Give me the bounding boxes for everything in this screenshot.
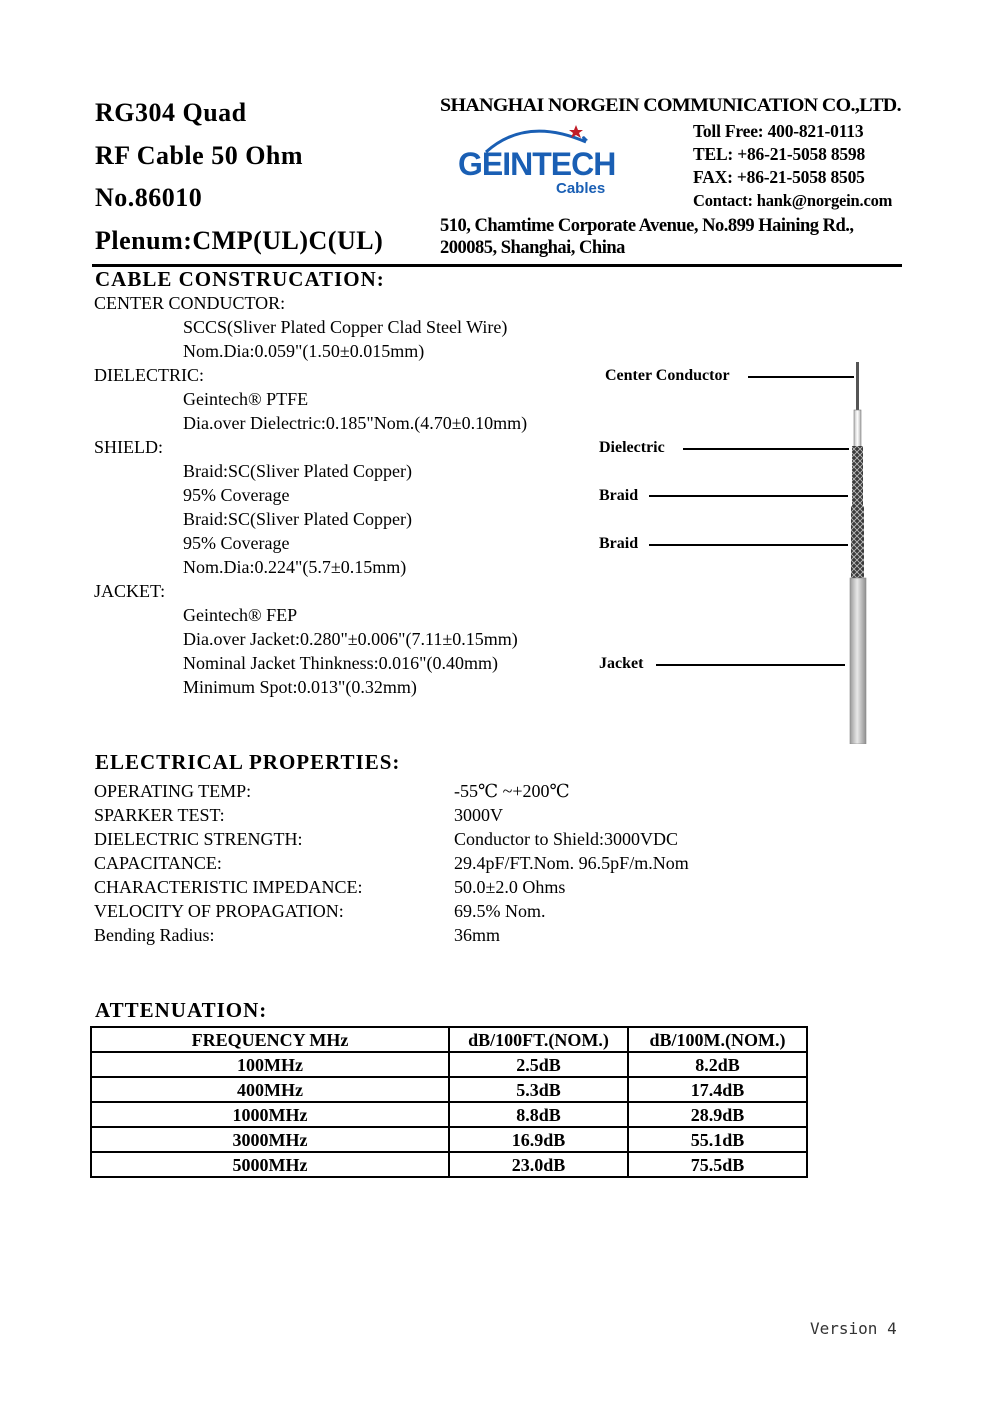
- product-subtitle: RF Cable 50 Ohm: [95, 141, 304, 170]
- property-name: DIELECTRIC STRENGTH:: [94, 829, 303, 849]
- jacket-diameter: Dia.over Jacket:0.280"±0.006"(7.11±0.15mm): [183, 629, 518, 649]
- leader-line-braid-1: [649, 495, 848, 497]
- table-row: [91, 1052, 807, 1077]
- column-header-db-per-100ft: dB/100FT.(NOM.): [449, 1027, 628, 1052]
- dielectric-label: DIELECTRIC:: [94, 365, 204, 385]
- column-header-db-per-100m: dB/100M.(NOM.): [628, 1027, 807, 1052]
- leader-line-jacket: [656, 664, 845, 666]
- property-value: Conductor to Shield:3000VDC: [454, 829, 678, 849]
- db-per-100ft-cell: 16.9dB: [449, 1127, 628, 1152]
- shield-coverage-1: 95% Coverage: [183, 485, 290, 505]
- db-per-100m-cell: 17.4dB: [628, 1077, 807, 1102]
- logo-wordmark: GEINTECH: [458, 146, 616, 182]
- frequency-cell: 100MHz: [91, 1052, 449, 1077]
- diagram-label-center-conductor: Center Conductor: [605, 367, 730, 384]
- property-name: CAPACITANCE:: [94, 853, 222, 873]
- address-line-1: 510, Chamtime Corporate Avenue, No.899 Haining Rd.,: [440, 216, 854, 236]
- db-per-100ft-cell: 2.5dB: [449, 1052, 628, 1077]
- db-per-100m-cell: 75.5dB: [628, 1152, 807, 1177]
- frequency-cell: 400MHz: [91, 1077, 449, 1102]
- property-name: Bending Radius:: [94, 925, 215, 945]
- frequency-cell: 5000MHz: [91, 1152, 449, 1177]
- attenuation-heading: ATTENUATION:: [95, 998, 268, 1022]
- geintech-logo: [456, 122, 626, 202]
- logo-subtext: Cables: [556, 180, 606, 197]
- shield-braid-2: Braid:SC(Sliver Plated Copper): [183, 509, 412, 529]
- plenum-rating: Plenum:CMP(UL)C(UL): [95, 226, 384, 255]
- table-row: [91, 1077, 807, 1102]
- property-value: 29.4pF/FT.Nom. 96.5pF/m.Nom: [454, 853, 689, 873]
- dielectric-diameter: Dia.over Dielectric:0.185"Nom.(4.70±0.10mm): [183, 413, 528, 433]
- center-conductor-material: SCCS(Sliver Plated Copper Clad Steel Wire): [183, 317, 508, 337]
- construction-heading: CABLE CONSTRUCATION:: [95, 267, 385, 291]
- diagram-label-braid-2: Braid: [599, 535, 639, 552]
- jacket-label: JACKET:: [94, 581, 166, 601]
- diagram-label-braid-1: Braid: [599, 487, 639, 504]
- table-row: [91, 1102, 807, 1127]
- table-row: [91, 1127, 807, 1152]
- shield-braid-1: Braid:SC(Sliver Plated Copper): [183, 461, 412, 481]
- version-label: Version 4: [810, 1319, 897, 1338]
- dielectric-material: Geintech® PTFE: [183, 389, 309, 409]
- jacket-thickness: Nominal Jacket Thinkness:0.016"(0.40mm): [183, 653, 498, 673]
- leader-line-dielectric: [683, 448, 849, 450]
- leader-line-braid-2: [649, 544, 848, 546]
- property-value: 69.5% Nom.: [454, 901, 546, 921]
- db-per-100ft-cell: 5.3dB: [449, 1077, 628, 1102]
- shield-label: SHIELD:: [94, 437, 163, 457]
- property-name: SPARKER TEST:: [94, 805, 225, 825]
- electrical-heading: ELECTRICAL PROPERTIES:: [95, 750, 401, 774]
- toll-free-number: Toll Free: 400-821-0113: [693, 121, 864, 141]
- frequency-cell: 1000MHz: [91, 1102, 449, 1127]
- attenuation-table: [90, 1026, 808, 1178]
- property-name: CHARACTERISTIC IMPEDANCE:: [94, 877, 363, 897]
- jacket-minimum-spot: Minimum Spot:0.013"(0.32mm): [183, 677, 417, 697]
- property-value: 50.0±2.0 Ohms: [454, 877, 566, 897]
- column-header-frequency: FREQUENCY MHz: [91, 1027, 449, 1052]
- property-name: VELOCITY OF PROPAGATION:: [94, 901, 344, 921]
- telephone-number: TEL: +86-21-5058 8598: [693, 144, 866, 164]
- leader-line-center-conductor: [748, 376, 854, 378]
- property-value: 3000V: [454, 805, 503, 825]
- frequency-cell: 3000MHz: [91, 1127, 449, 1152]
- diagram-label-jacket: Jacket: [599, 655, 644, 672]
- contact-email: Contact: hank@norgein.com: [693, 191, 893, 210]
- table-header-row: [91, 1027, 807, 1052]
- center-conductor-diameter: Nom.Dia:0.059"(1.50±0.015mm): [183, 341, 425, 361]
- property-value: 36mm: [454, 925, 501, 945]
- diagram-label-dielectric: Dielectric: [599, 439, 665, 456]
- address-line-2: 200085, Shanghai, China: [440, 238, 625, 258]
- db-per-100ft-cell: 23.0dB: [449, 1152, 628, 1177]
- company-name: SHANGHAI NORGEIN COMMUNICATION CO.,LTD.: [440, 95, 901, 116]
- property-name: OPERATING TEMP:: [94, 781, 252, 801]
- cable-cross-section-illustration: [845, 362, 871, 744]
- product-title: RG304 Quad: [95, 98, 247, 127]
- fax-number: FAX: +86-21-5058 8505: [693, 167, 865, 187]
- property-value: -55℃ ~+200℃: [454, 781, 570, 801]
- shield-diameter: Nom.Dia:0.224"(5.7±0.15mm): [183, 557, 407, 577]
- product-number: No.86010: [95, 183, 203, 212]
- db-per-100m-cell: 8.2dB: [628, 1052, 807, 1077]
- jacket-material: Geintech® FEP: [183, 605, 298, 625]
- shield-coverage-2: 95% Coverage: [183, 533, 290, 553]
- db-per-100m-cell: 28.9dB: [628, 1102, 807, 1127]
- db-per-100m-cell: 55.1dB: [628, 1127, 807, 1152]
- table-row: [91, 1152, 807, 1177]
- center-conductor-label: CENTER CONDUCTOR:: [94, 293, 286, 313]
- db-per-100ft-cell: 8.8dB: [449, 1102, 628, 1127]
